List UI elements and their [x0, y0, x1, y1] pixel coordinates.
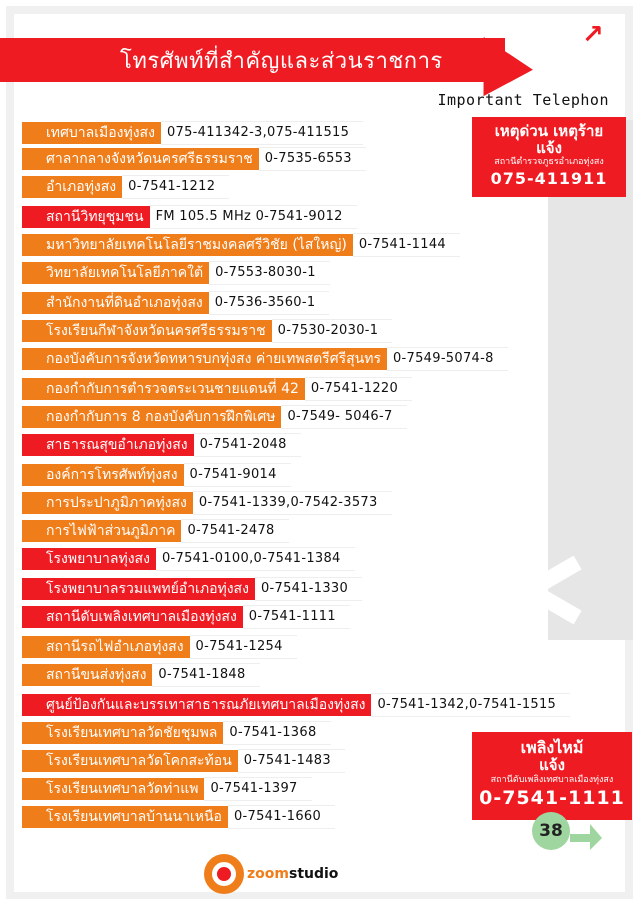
- phone-entry-row: [22, 694, 570, 716]
- entry-phone: 0-7541-0100,0-7541-1384: [156, 547, 355, 571]
- phone-entry-row: [22, 406, 407, 428]
- entry-name: ศาลากลางจังหวัดนครศรีธรรมราช: [22, 148, 259, 170]
- phone-entry-row: [22, 606, 350, 628]
- fire-box-line1: เพลิงไหม้: [520, 738, 584, 757]
- fire-emergency-box: [472, 732, 632, 820]
- entry-phone: 0-7541-1254: [190, 635, 297, 659]
- entry-name: สถานีขนส่งทุ่งสง: [22, 664, 152, 686]
- fire-box-line2: แจ้ง: [539, 756, 565, 774]
- phone-entry-row: [22, 578, 362, 600]
- page-number: 38: [532, 812, 570, 850]
- entry-phone: 0-7541-1212: [122, 175, 229, 199]
- entry-name: วิทยาลัยเทคโนโลยีภาคใต้: [22, 262, 209, 284]
- police-box-station: สถานีตำรวจภูธรอำเภอทุ่งสง: [494, 157, 604, 167]
- entry-name: โรงเรียนเทศบาลวัดชัยชุมพล: [22, 722, 223, 744]
- entry-phone: 0-7541-1144: [353, 233, 460, 257]
- phone-entry-row: [22, 492, 392, 514]
- phone-entry-row: [22, 806, 335, 828]
- entry-phone: 075-411342-3,075-411515: [161, 121, 363, 145]
- phone-entry-row: [22, 348, 508, 370]
- entry-phone: 0-7535-6553: [259, 147, 366, 171]
- decorative-arrow-icon: [565, 814, 605, 854]
- entry-name: กองบังคับการจังหวัดทหารบกทุ่งสง ค่ายเทพสตรีศรีสุนทร: [22, 348, 387, 370]
- entry-phone: 0-7541-2478: [181, 519, 288, 543]
- entry-phone: 0-7541-1220: [305, 377, 412, 401]
- entry-name: โรงพยาบาลทุ่งสง: [22, 548, 156, 570]
- phone-entry-row: [22, 664, 260, 686]
- entry-name: สถานีดับเพลิงเทศบาลเมืองทุ่งสง: [22, 606, 243, 628]
- entry-phone: 0-7553-8030-1: [209, 261, 330, 285]
- phone-entry-row: [22, 548, 355, 570]
- entry-phone: 0-7541-1339,0-7542-3573: [193, 491, 392, 515]
- entry-name: โรงเรียนเทศบาลวัดท่าแพ: [22, 778, 204, 800]
- entry-phone: 0-7541-1342,0-7541-1515: [371, 693, 570, 717]
- entry-name: อำเภอทุ่งสง: [22, 176, 122, 198]
- entry-name: การประปาภูมิภาคทุ่งสง: [22, 492, 193, 514]
- entry-name: สถานีรถไฟอำเภอทุ่งสง: [22, 636, 190, 658]
- phone-entry-row: [22, 320, 392, 342]
- phone-entry-row: [22, 234, 460, 256]
- entry-name: กองกำกับการตำรวจตระเวนชายแดนที่ 42: [22, 378, 305, 400]
- phone-entry-row: [22, 434, 301, 456]
- entry-phone: 0-7541-1330: [255, 577, 362, 601]
- entry-phone: FM 105.5 MHz 0-7541-9012: [150, 205, 357, 229]
- phone-entry-row: [22, 778, 312, 800]
- entry-name: การไฟฟ้าส่วนภูมิภาค: [22, 520, 181, 542]
- page-title: โทรศัพท์ที่สำคัญและส่วนราชการ: [120, 49, 443, 74]
- phone-entry-row: [22, 122, 363, 144]
- entry-phone: 0-7541-1397: [204, 777, 311, 801]
- entry-name: โรงเรียนเทศบาลวัดโคกสะท้อน: [22, 750, 238, 772]
- entry-phone: 0-7530-2030-1: [272, 319, 393, 343]
- entry-phone: 0-7541-1848: [152, 663, 259, 687]
- entry-phone: 0-7549- 5046-7: [281, 405, 406, 429]
- entry-name: กองกำกับการ 8 กองบังคับการฝึกพิเศษ: [22, 406, 281, 428]
- police-emergency-box: [472, 117, 626, 197]
- phone-entry-row: [22, 148, 366, 170]
- phone-entry-row: [22, 176, 229, 198]
- entry-phone: 0-7541-1111: [243, 605, 350, 629]
- entry-name: มหาวิทยาลัยเทคโนโลยีราชมงคลศรีวิชัย (ไสใหญ่): [22, 234, 353, 256]
- asterisk-icon: [470, 530, 590, 650]
- logo-brand-a: zoom: [247, 866, 289, 882]
- entry-name: สำนักงานที่ดินอำเภอทุ่งสง: [22, 292, 209, 314]
- police-box-number: 075-411911: [490, 169, 608, 188]
- entry-phone: 0-7541-2048: [194, 433, 301, 457]
- phone-entry-row: [22, 262, 330, 284]
- fire-box-number: 0-7541-1111: [479, 787, 625, 809]
- entry-phone: 0-7541-1660: [228, 805, 335, 829]
- entry-name: ศูนย์ป้องกันและบรรเทาสาธารณภัยเทศบาลเมืองทุ่งสง: [22, 694, 371, 716]
- entry-phone: 0-7541-1368: [223, 721, 330, 745]
- entry-name: โรงพยาบาลรวมแพทย์อำเภอทุ่งสง: [22, 578, 255, 600]
- logo-brand-b: studio: [288, 866, 339, 882]
- entry-phone: 0-7541-9014: [184, 463, 291, 487]
- entry-name: องค์การโทรศัพท์ทุ่งสง: [22, 464, 184, 486]
- entry-name: สาธารณสุขอำเภอทุ่งสง: [22, 434, 194, 456]
- entry-name: โรงเรียนกีฬาจังหวัดนครศรีธรรมราช: [22, 320, 272, 342]
- page-subtitle: Important Telephon: [437, 91, 609, 109]
- entry-name: เทศบาลเมืองทุ่งสง: [22, 122, 161, 144]
- entry-phone: 0-7549-5074-8: [387, 347, 508, 371]
- logo-wordmark: [247, 866, 338, 882]
- phone-entry-row: [22, 722, 331, 744]
- entry-name: โรงเรียนเทศบาลบ้านนาเหนือ: [22, 806, 228, 828]
- phone-entry-row: [22, 292, 329, 314]
- fire-box-station: สถานีดับเพลิงเทศบาลเมืองทุ่งสง: [490, 775, 614, 785]
- police-box-line2: แจ้ง: [536, 139, 562, 157]
- entry-name: สถานีวิทยุชุมชน: [22, 206, 150, 228]
- phone-entry-row: [22, 378, 412, 400]
- phone-entry-row: [22, 750, 345, 772]
- phone-entry-row: [22, 520, 289, 542]
- phone-entry-row: [22, 636, 297, 658]
- police-box-line1: เหตุด่วน เหตุร้าย: [494, 122, 604, 140]
- phone-entry-row: [22, 464, 291, 486]
- phone-entry-row: [22, 206, 357, 228]
- entry-phone: 0-7541-1483: [238, 749, 345, 773]
- entry-phone: 0-7536-3560-1: [209, 291, 330, 315]
- corner-arrow-icon: ↗: [582, 20, 604, 50]
